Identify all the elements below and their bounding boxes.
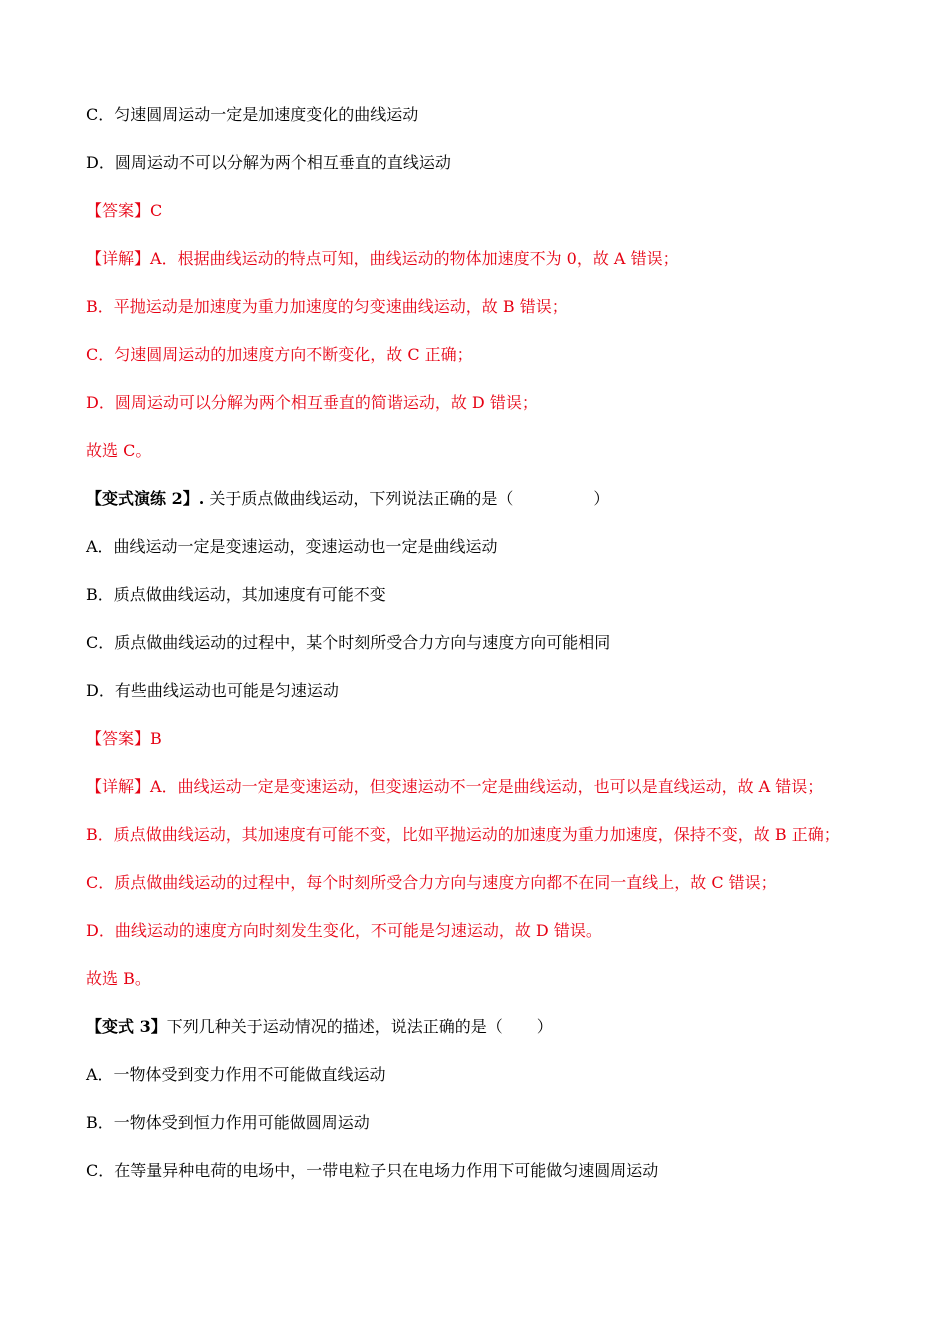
q1-answer-tag: 【答案】 [86,201,151,220]
q2-detail-tag: 【详解】 [86,777,151,796]
q2-detail-c: C．质点做曲线运动的过程中，每个时刻所受合力方向与速度方向都不在同一直线上，故 C 错误； [86,873,777,892]
q2-answer-tag: 【答案】 [86,729,151,748]
q1-detail-d: D．圆周运动可以分解为两个相互垂直的简谐运动，故 D 错误； [86,393,538,412]
q1-detail-b: B．平抛运动是加速度为重力加速度的匀变速曲线运动，故 B 错误； [86,297,568,316]
q1-option-d: D．圆周运动不可以分解为两个相互垂直的直线运动 [86,153,451,172]
q2-option-b: B．质点做曲线运动，其加速度有可能不变 [86,585,386,604]
q2-detail-d: D．曲线运动的速度方向时刻发生变化，不可能是匀速运动，故 D 错误。 [86,921,602,940]
q2-answer-value: B [150,729,162,748]
q2-stem-close: ） [593,489,610,508]
q3-stem-text: 下列几种关于运动情况的描述，说法正确的是（ [166,1017,503,1036]
q2-option-c: C．质点做曲线运动的过程中，某个时刻所受合力方向与速度方向可能相同 [86,633,611,652]
q2-answer [86,728,162,750]
q1-conclusion: 故选 C。 [86,441,152,460]
q1-answer-value: C [150,201,163,220]
q3-option-c: C．在等量异种电荷的电场中，一带电粒子只在电场力作用下可能做匀速圆周运动 [86,1161,659,1180]
q2-detail-a-text: A．曲线运动一定是变速运动，但变速运动不一定是曲线运动，也可以是直线运动，故 A 错误； [150,777,824,796]
q1-detail-a-text: A．根据曲线运动的特点可知，曲线运动的物体加速度不为 0，故 A 错误； [150,249,679,268]
q2-detail-b: B．质点做曲线运动，其加速度有可能不变，比如平抛运动的加速度为重力加速度，保持不变，故 B 正确； [86,825,840,844]
q3-stem-close: ） [536,1017,553,1036]
q1-option-c: C．匀速圆周运动一定是加速度变化的曲线运动 [86,105,419,124]
q2-tag: 【变式演练 2】. [86,489,205,508]
q3-stem [86,1016,553,1038]
q1-detail-a [86,248,679,270]
q2-stem [86,488,609,510]
q2-option-a: A．曲线运动一定是变速运动，变速运动也一定是曲线运动 [86,537,498,556]
q3-option-a: A．一物体受到变力作用不可能做直线运动 [86,1065,386,1084]
q2-option-d: D．有些曲线运动也可能是匀速运动 [86,681,339,700]
q1-detail-tag: 【详解】 [86,249,151,268]
q2-conclusion: 故选 B。 [86,969,151,988]
q2-stem-text: 关于质点做曲线运动，下列说法正确的是（ [209,489,514,508]
q3-tag: 【变式 3】 [86,1017,167,1036]
q1-detail-c: C．匀速圆周运动的加速度方向不断变化，故 C 正确； [86,345,473,364]
q2-detail-a [86,776,823,798]
q1-answer [86,200,162,222]
q3-option-b: B．一物体受到恒力作用可能做圆周运动 [86,1113,370,1132]
